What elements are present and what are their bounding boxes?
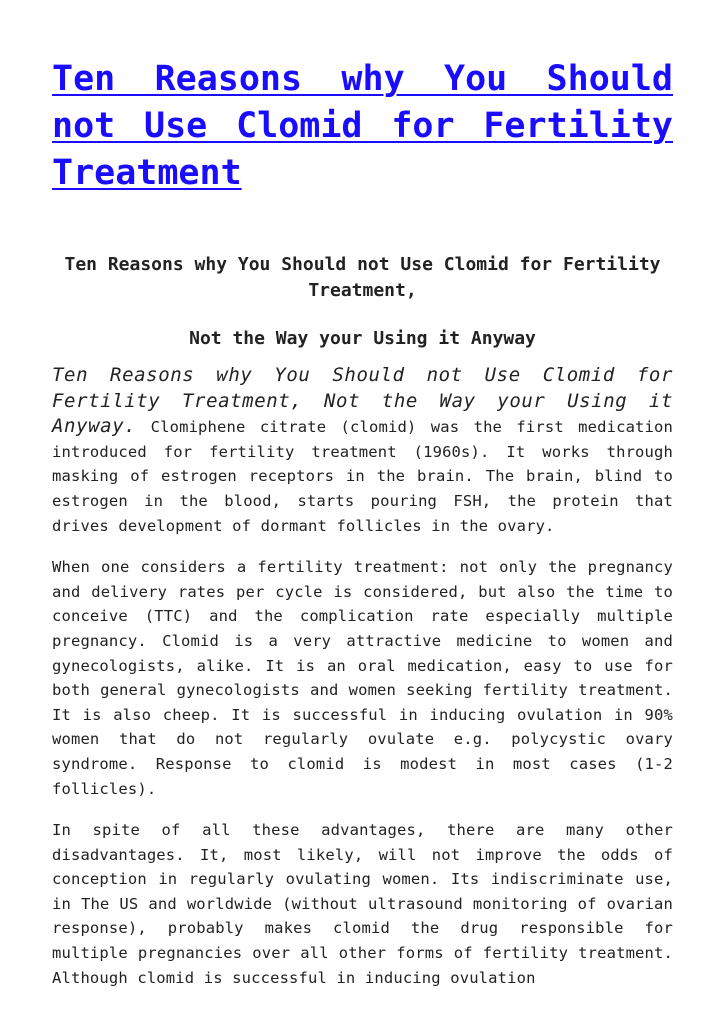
intro-italic-lead: Ten Reasons why You Should not Use Clomid for Fertility Treatment, Not the Way your Using it Anyway. — [52, 364, 673, 438]
body-paragraph-continued: In spite of all these advantages, there are many other disadvantages. It, most likely, will not improve the odds of conception in regularly ovulating women. Its indiscriminate use, in The US and worldwide (without ultrasound monitoring of ovarian response), probably makes clomid the drug responsible for multiple pregnancies over all other forms of fertility treatment. Although clomid is successful in inducing ovulation — [52, 821, 673, 987]
post-title — [52, 0, 673, 197]
body-paragraph: When one considers a fertility treatment: not only the pregnancy and delivery rates per cycle is considered, but also the time to conceive (TTC) and the complication rate especially multiple pregnancy. Clomid is a very attractive medicine to women and gynecologists, alike. It is an oral medication, easy to use for both general gynecologists and women seeking fertility treatment. It is also cheep. It is successful in inducing ovulation in 90% women that do not regularly ovulate e.g. polycystic ovary syndrome. Response to clomid is modest in most cases (1-2 follicles). — [52, 558, 673, 798]
intro-paragraph — [52, 363, 673, 538]
post-title-link[interactable]: Ten Reasons why You Should not Use Clomid for Fertility Treatment — [52, 59, 673, 193]
article-subheading-secondary: Not the Way your Using it Anyway — [189, 328, 536, 349]
article-subheading: Ten Reasons why You Should not Use Clomid for Fertility Treatment, — [64, 254, 661, 301]
intro-paragraph-text: Clomiphene citrate (clomid) was the first medication introduced for fertility treatment (1960s). It works through masking of estrogen receptors in the brain. The brain, blind to estrogen in the blood, starts pouring FSH, the protein that drives development of dormant follicles in the ovary. — [52, 418, 673, 535]
article-page — [52, 0, 673, 990]
